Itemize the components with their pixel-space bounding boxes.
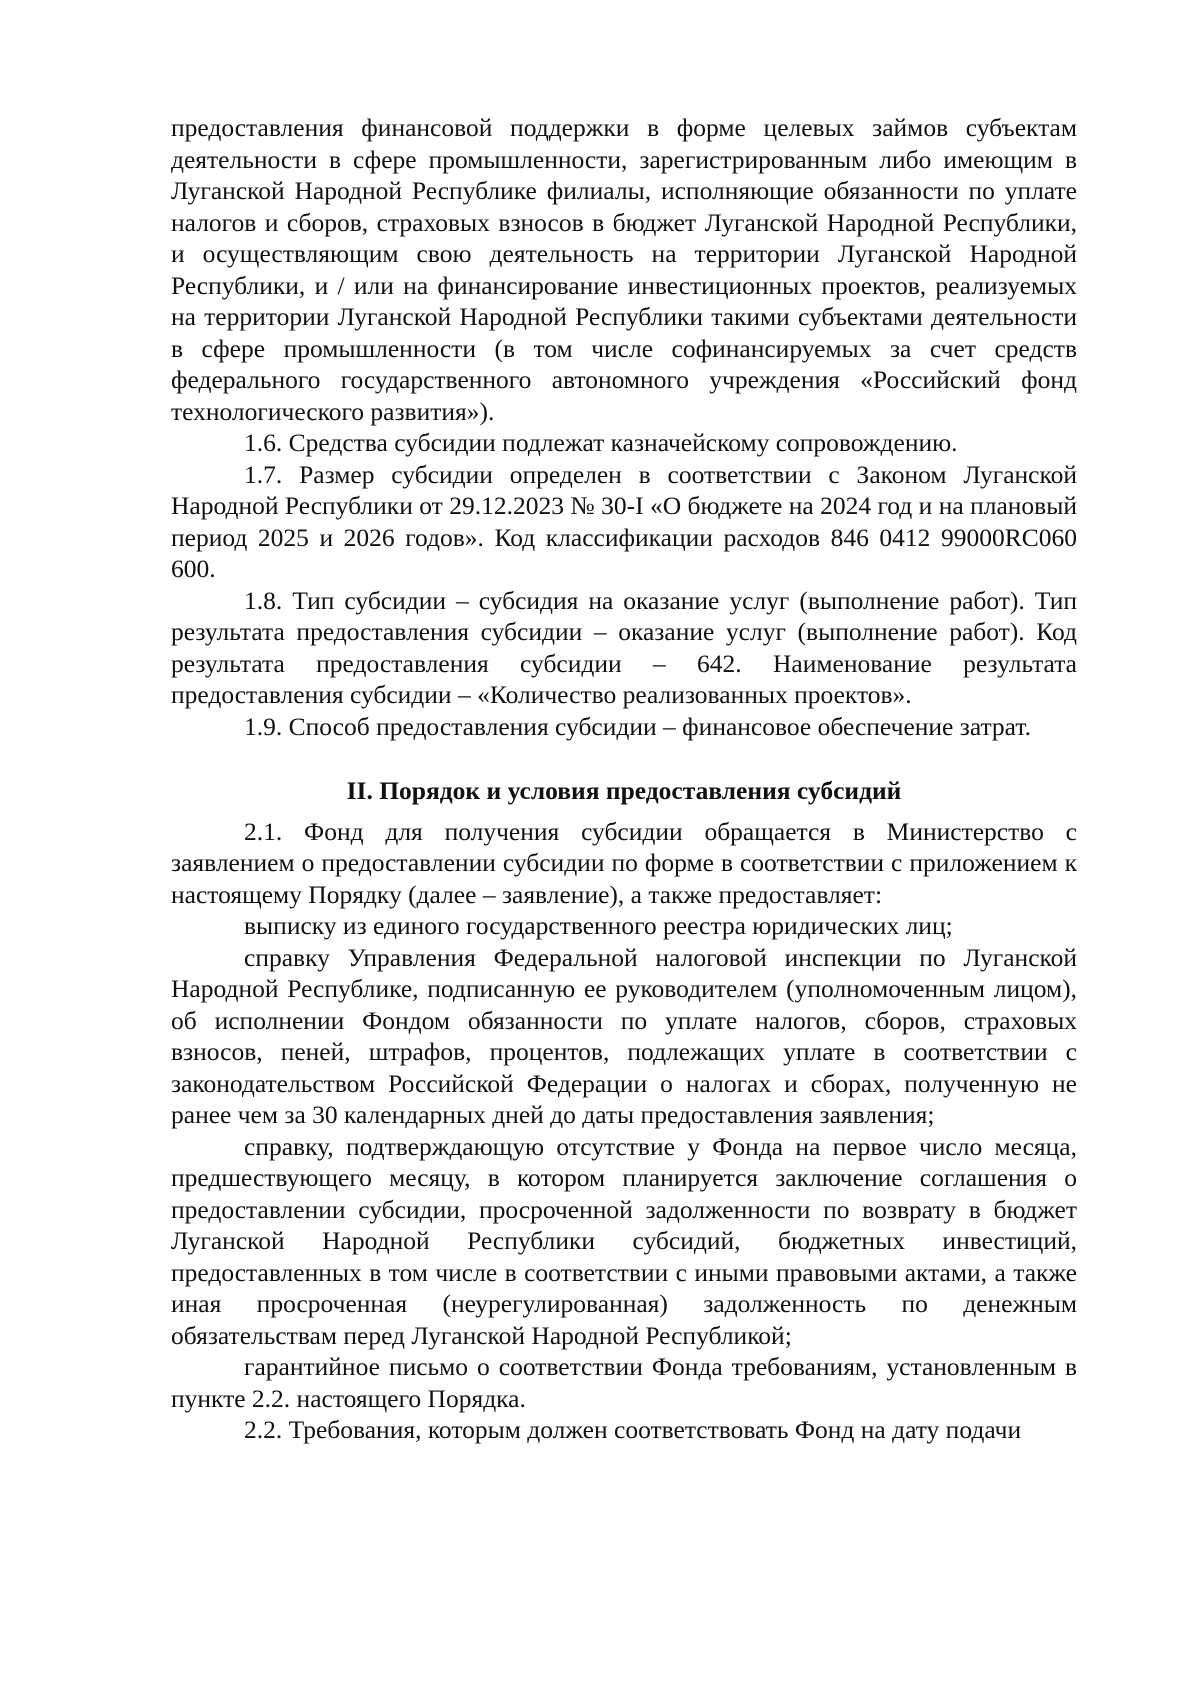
paragraph-1-9: 1.9. Способ предоставления субсидии – финансовое обеспечение затрат. bbox=[244, 711, 1031, 741]
paragraph-spravka-fns: справку Управления Федеральной налоговой инспекции по Луганской Народной Республике, подписанную ее руководителем (уполномоченным лицом), об исполнении Фондом обязанности по уплате налогов, сборов, страховых взносов, пеней, штрафов, процентов, подлежащих уплате в соответствии с законодательством Российской Федерации о налогах и сборах, полученную не ранее чем за 30 календарных дней до даты предоставления заявления; bbox=[171, 942, 1077, 1129]
paragraph-1-6: 1.6. Средства субсидии подлежат казначейскому сопровождению. bbox=[244, 428, 958, 457]
section-heading: II. Порядок и условия предоставления субсидий bbox=[346, 776, 902, 805]
paragraph-garant: гарантийное письмо о соответствии Фонда требованиям, установленным в пункте 2.2. настоящего Порядка. bbox=[171, 1352, 1077, 1413]
paragraph-2-2: 2.2. Требования, которым должен соответствовать Фонд на дату подачи bbox=[244, 1415, 1022, 1444]
paragraph-vypiska: выписку из единого государственного реестра юридических лиц; bbox=[244, 911, 953, 940]
document-page bbox=[171, 112, 1077, 1446]
paragraph-1-8: 1.8. Тип субсидии – субсидия на оказание услуг (выполнение работ). Тип результата предоставления субсидии – оказание услуг (выполнение работ). Код результата предоставления субсидии – 642. Наименование результата предоставления субсидии – «Количество реализованных проектов». bbox=[171, 585, 1077, 709]
paragraph-1-7: 1.7. Размер субсидии определен в соответствии с Законом Луганской Народной Республики от 29.12.2023 № 30-I «О бюджете на 2024 год и на плановый период 2025 и 2026 годов». Код классификации расходов 846 0412 99000RC060 600. bbox=[171, 459, 1077, 583]
paragraph-2-1: 2.1. Фонд для получения субсидии обращается в Министерство с заявлением о предоставлении субсидии по форме в соответствии с приложением к настоящему Порядку (далее – заявление), а также предоставляет: bbox=[171, 816, 1077, 909]
paragraph-intro: предоставления финансовой поддержки в форме целевых займов субъектам деятельности в сфере промышленности, зарегистрированным либо имеющим в Луганской Народной Республике филиалы, исполняющие обязанности по уплате налогов и сборов, страховых взносов в бюджет Луганской Народной Республики, и осуществляющим свою деятельность на территории Луганской Народной Республики, и / или на финансирование инвестиционных проектов, реализуемых на территории Луганской Народной Республики такими субъектами деятельности в сфере промышленности (в том числе софинансируемых за счет средств федерального государственного автономного учреждения «Российский фонд технологического развития»). bbox=[171, 113, 1077, 426]
paragraph-spravka-dolg: справку, подтверждающую отсутствие у Фонда на первое число месяца, предшествующего месяцу, в котором планируется заключение соглашения о предоставлении субсидии, просроченной задолженности по возврату в бюджет Луганской Народной Республики субсидий, бюджетных инвестиций, предоставленных в том числе в соответствии с иными правовыми актами, а также иная просроченная (неурегулированная) задолженность по денежным обязательствам перед Луганской Народной Республикой; bbox=[171, 1131, 1077, 1350]
